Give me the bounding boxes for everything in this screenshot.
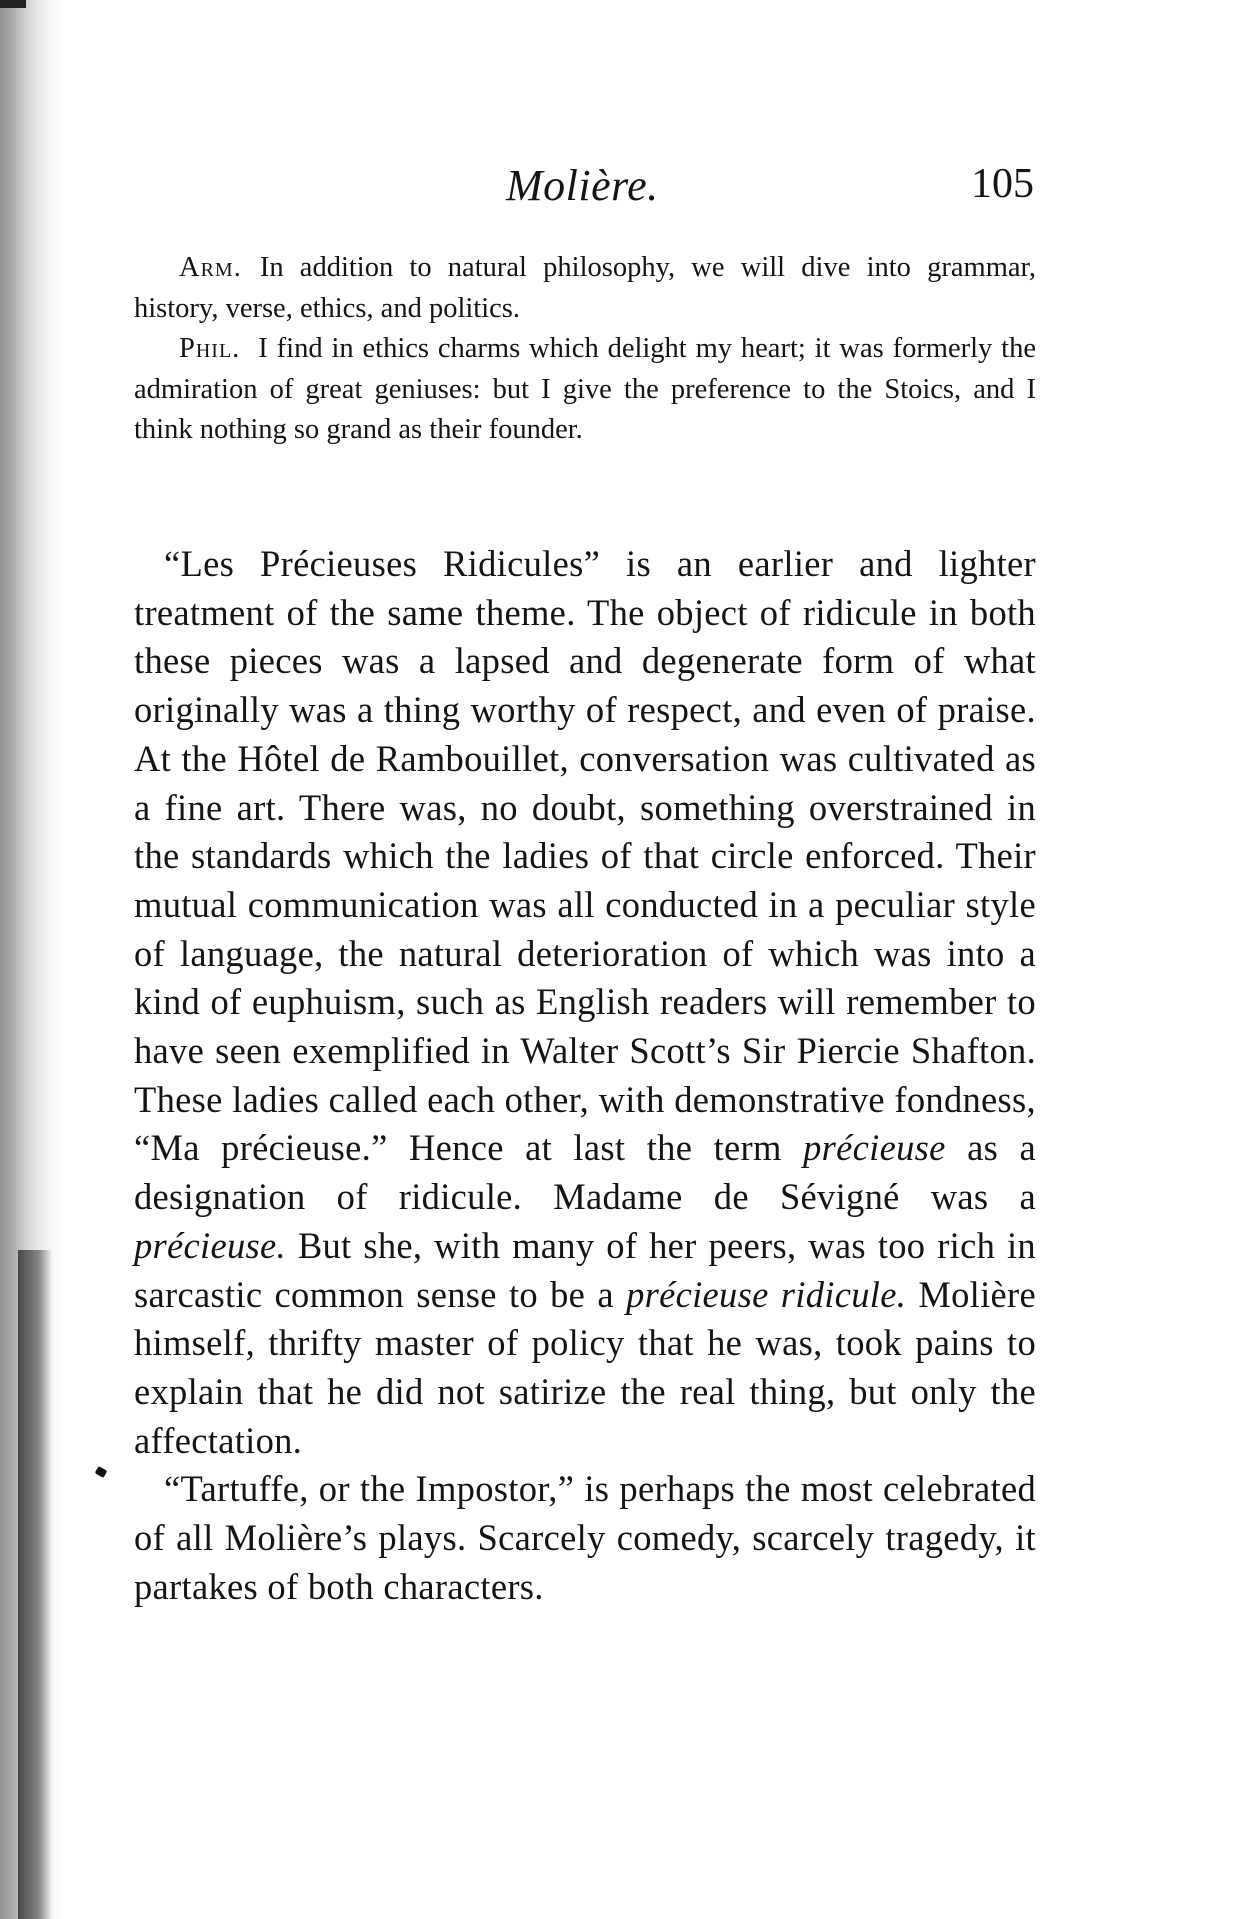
- body-text: [134, 540, 1036, 1611]
- paragraph-precieuses: [134, 540, 1036, 1465]
- text-run: But she, with many of her peers, was too rich in sarcastic common sense to be a: [134, 1224, 1036, 1315]
- page-number: 105: [971, 161, 1034, 207]
- speaker-name: Arm.: [179, 252, 242, 283]
- dialogue-text: In addition to natural philosophy, we will dive into grammar, history, verse, ethics, and politics.: [134, 252, 1036, 324]
- dialogue-line: [134, 248, 1036, 329]
- binding-shadow-lower: [18, 1250, 52, 1919]
- italic-term: précieuse: [803, 1127, 946, 1169]
- dialogue-line: [134, 329, 1036, 451]
- corner-scan-mark: [0, 0, 26, 8]
- dialogue-excerpt: [134, 248, 1036, 451]
- italic-term: précieuse ridicule.: [626, 1273, 907, 1315]
- running-title: Molière.: [506, 161, 659, 210]
- speaker-name: Phil.: [179, 333, 241, 364]
- text-run: Molière himself, thrifty master of policy that he was, took pains to explain that he did not satirize the real thing, but only the affectation.: [134, 1273, 1036, 1461]
- italic-term: précieuse.: [134, 1224, 286, 1266]
- margin-ink-mark: [95, 1466, 108, 1478]
- text-run: “Tartuffe, or the Impostor,” is perhaps the most celebrated of all Molière’s plays. Scarcely comedy, scarcely tragedy, it partakes of both characters.: [134, 1468, 1036, 1607]
- page-header: [134, 156, 1034, 216]
- paragraph-tartuffe: [134, 1465, 1036, 1611]
- dialogue-text: I find in ethics charms which delight my heart; it was formerly the admiration of great geniuses: but I give the preference to the Stoics, and I think nothing so grand as their founder.: [134, 333, 1036, 445]
- text-run: “Les Précieuses Ridicules” is an earlier and lighter treatment of the same theme. The object of ridicule in both these pieces was a lapsed and degenerate form of what originally was a thing worthy of respect, and even of praise. At the Hôtel de Rambouillet, conversation was cultivated as a fine art. There was, no doubt, something overstrained in the standards which the ladies of that circle enforced. Their mutual communication was all conducted in a peculiar style of language, the natural deterioration of which was into a kind of euphuism, such as English readers will remember to have seen exemplified in Walter Scott’s Sir Piercie Shafton. These ladies called each other, with demonstrative fondness, “Ma précieuse.” Hence at last the term: [134, 543, 1036, 1169]
- text-run: as a designation of ridicule. Madame de Sévigné was a: [134, 1127, 1036, 1218]
